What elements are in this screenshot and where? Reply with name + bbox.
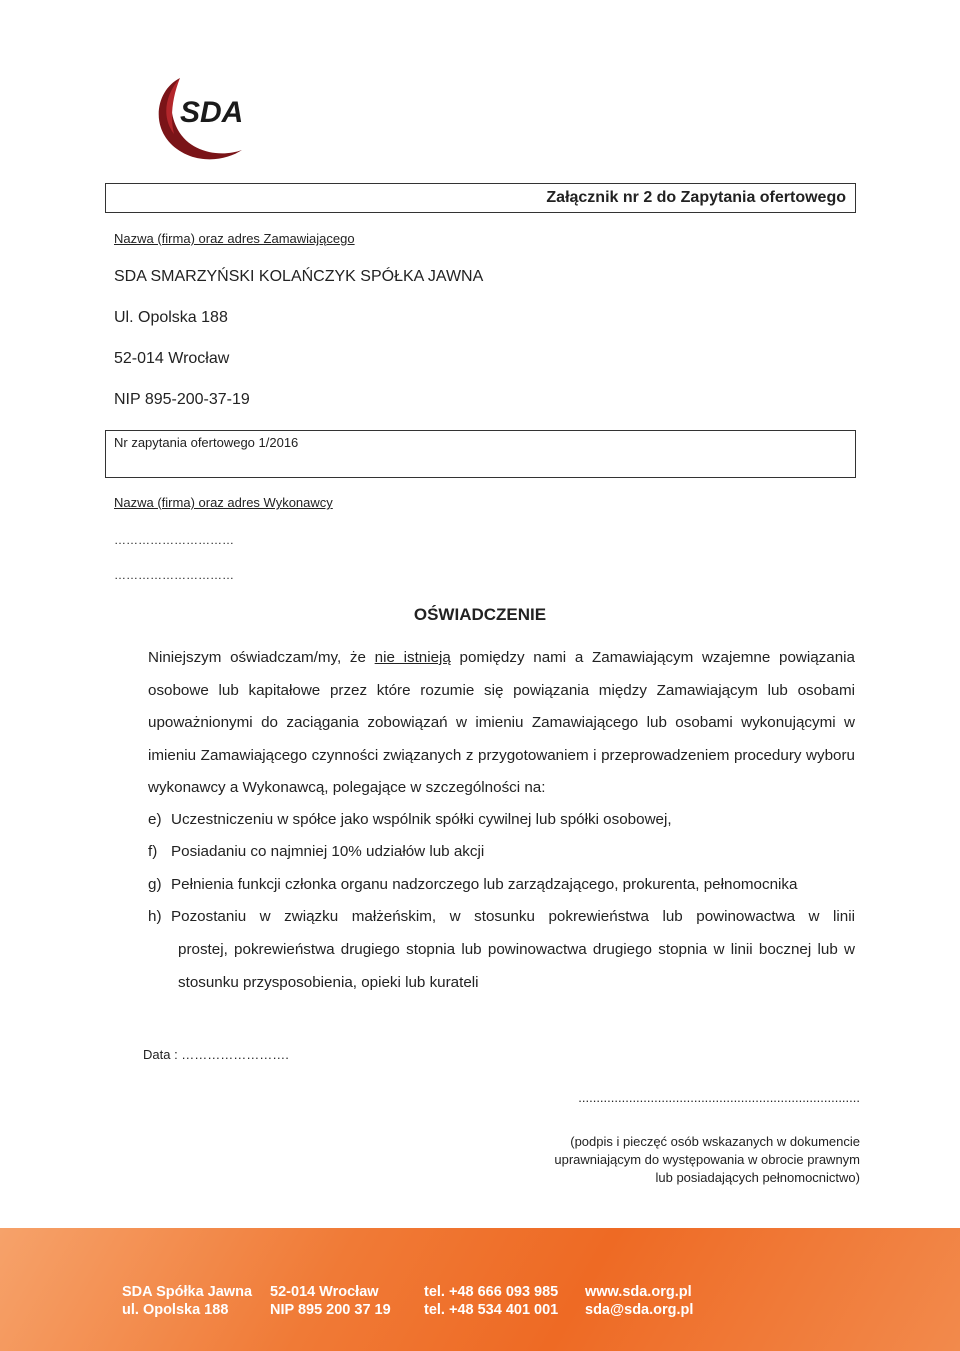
statement-title: OŚWIADCZENIE xyxy=(413,605,547,624)
footer-phone-1[interactable]: tel. +48 666 093 985 xyxy=(424,1284,559,1300)
item-label: e) xyxy=(148,811,162,828)
contracting-authority-label: Nazwa (firma) oraz adres Zamawiającego xyxy=(114,231,355,246)
item-text: Pełnienia funkcji członka organu nadzorczego lub zarządzającego, prokurenta, pełnomocnika xyxy=(171,876,798,893)
contracting-authority-name: SDA SMARZYŃSKI KOLAŃCZYK SPÓŁKA JAWNA xyxy=(114,268,484,285)
statement-item-e xyxy=(148,804,855,837)
contractor-label: Nazwa (firma) oraz adres Wykonawcy xyxy=(114,495,333,510)
signature-note-line-2: uprawniającym do występowania w obrocie prawnym xyxy=(554,1152,860,1167)
statement-item-h-continuation: prostej, pokrewieństwa drugiego stopnia lub powinowactwa drugiego stopnia w linii bocznej lub w stosunku przysposobienia, opieki lub kurateli xyxy=(178,941,855,991)
annex-header-box xyxy=(105,183,856,213)
item-text: Pozostaniu w związku małżeńskim, w stosunku pokrewieństwa lub powinowactwa w linii xyxy=(171,908,855,925)
signature-note xyxy=(554,1133,860,1187)
footer-phones xyxy=(424,1283,558,1319)
statement-item-g xyxy=(148,869,855,902)
signature-dots: .............................................................................. xyxy=(578,1090,860,1105)
footer-email-link[interactable]: sda@sda.org.pl xyxy=(585,1302,694,1318)
footer-web xyxy=(585,1283,693,1319)
item-label: f) xyxy=(148,843,158,860)
footer-address xyxy=(270,1283,391,1319)
intro-text-underlined: nie istnieją xyxy=(374,649,451,666)
annex-title: Załącznik nr 2 do Zapytania ofertowego xyxy=(546,189,846,206)
footer-website-link[interactable]: www.sda.org.pl xyxy=(585,1284,692,1300)
inquiry-number: Nr zapytania ofertowego 1/2016 xyxy=(114,435,299,450)
contractor-dots-line-2: ………………………… xyxy=(114,568,234,582)
contracting-authority-street: Ul. Opolska 188 xyxy=(114,309,228,326)
footer-company xyxy=(122,1283,252,1319)
statement-item-f xyxy=(148,836,855,869)
item-text: Posiadaniu co najmniej 10% udziałów lub akcji xyxy=(171,843,485,860)
item-label: h) xyxy=(148,908,162,925)
intro-text-after: pomiędzy nami a Zamawiającym wzajemne powiązania osobowe lub kapitałowe przez które rozumie się powiązania między Zamawiającym lub osobami upoważnionymi do zaciągania zobowiązań w imieniu Zamawiającego lub osobami wykonującymi w imieniu Zamawiającego czynności związanych z przygotowaniem i przeprowadzeniem procedury wyboru wykonawcy a Wykonawcą, polegające w szczególności na: xyxy=(148,649,855,796)
statement-intro-paragraph xyxy=(148,642,855,805)
contracting-authority-city: 52-014 Wrocław xyxy=(114,350,230,367)
svg-text:SDA: SDA xyxy=(180,96,244,129)
company-logo xyxy=(150,70,260,165)
footer-band xyxy=(0,1228,960,1351)
item-label: g) xyxy=(148,876,162,893)
contractor-dots-line-1: ………………………… xyxy=(114,533,234,547)
footer-city: 52-014 Wrocław xyxy=(270,1284,379,1300)
date-line: Data : ……………………. xyxy=(143,1047,289,1062)
intro-text-before: Niniejszym oświadczam/my, że xyxy=(148,649,375,666)
signature-note-line-1: (podpis i pieczęć osób wskazanych w dokumencie xyxy=(570,1134,860,1149)
footer-nip: NIP 895 200 37 19 xyxy=(270,1302,391,1318)
contracting-authority-nip: NIP 895-200-37-19 xyxy=(114,391,250,408)
footer-company-street: ul. Opolska 188 xyxy=(122,1302,229,1318)
signature-note-line-3: lub posiadających pełnomocnictwo) xyxy=(655,1170,860,1185)
item-text: Uczestniczeniu w spółce jako wspólnik spółki cywilnej lub spółki osobowej, xyxy=(171,811,672,828)
statement-item-h xyxy=(148,901,855,934)
footer-company-name: SDA Spółka Jawna xyxy=(122,1284,253,1300)
inquiry-number-box xyxy=(105,430,856,478)
footer-phone-2[interactable]: tel. +48 534 401 001 xyxy=(424,1302,559,1318)
